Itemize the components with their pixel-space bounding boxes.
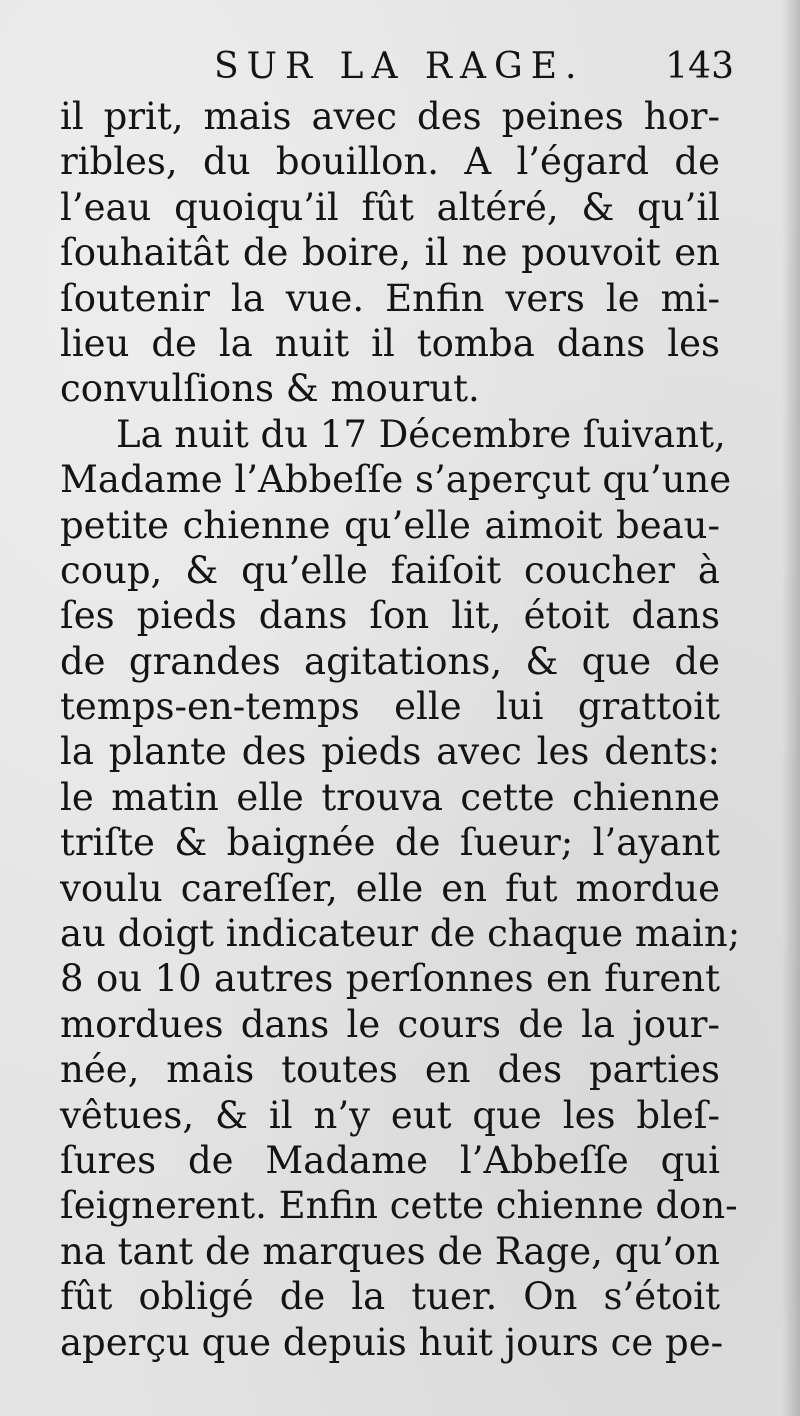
text-line: lieu de la nuit il tomba dans les [60,321,720,365]
running-title: SUR LA RAGE. [214,46,585,87]
text-line: aperçu que depuis huit jours ce pe- [60,1320,724,1364]
text-line: ſeignerent. Enfin cette chienne don- [60,1184,738,1228]
text-line: temps-en-temps elle lui grattoit [60,685,720,729]
text-line: triſte & baignée de ſueur; l’ayant [60,821,720,865]
text-line: convulſions & mourut. [60,367,480,411]
text-line: mordues dans le cours de la jour- [60,1002,720,1046]
text-line: ſures de Madame l’Abbeſſe qui [60,1138,720,1182]
text-line: ſouhaitât de boire, il ne pouvoit en [60,231,720,275]
text-line: l’eau quoiqu’il fût altéré, & qu’il [60,185,720,229]
text-line: fût obligé de la tuer. On s’étoit [60,1275,720,1319]
running-head [62,42,734,98]
paragraph-1 [60,94,720,412]
text-line: il prit, mais avec des peines hor- [60,95,720,138]
text-line: Madame l’Abbeſſe s’aperçut qu’une [60,458,732,502]
text-line: de grandes agitations, & que de [60,639,720,683]
text-line: ſes pieds dans ſon lit, étoit dans [60,594,720,638]
text-line: 8 ou 10 autres perſonnes en furent [60,957,720,1001]
text-line: petite chienne qu’elle aimoit beau- [60,503,720,547]
text-line: voulu careſſer, elle en fut mordue [60,866,720,910]
text-line: na tant de marques de Rage, qu’on [60,1229,720,1273]
text-line: coup, & qu’elle faiſoit coucher à [60,548,720,592]
paragraph-2 [60,412,741,1365]
text-line: ſoutenir la vue. Enfin vers le mi- [60,276,720,320]
text-line: la plante des pieds avec les dents: [60,730,720,774]
text-line: le matin elle trouva cette chienne [60,775,720,819]
text-line: ribles, du bouillon. A l’égard de [60,140,720,184]
text-line: née, mais toutes en des parties [60,1048,720,1092]
text-line: au doigt indicateur de chaque main; [60,912,741,956]
text-line: La nuit du 17 Décembre ſuivant, [116,412,726,456]
page-number: 143 [665,46,734,87]
text-line: vêtues, & il n’y eut que les bleſ- [60,1093,720,1137]
body-text [60,94,741,1365]
